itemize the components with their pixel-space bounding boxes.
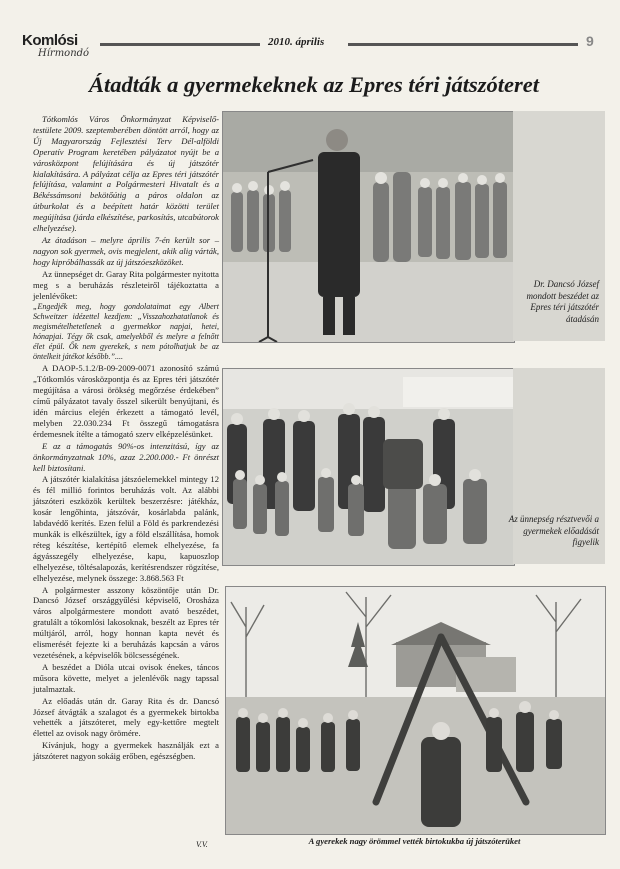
photo-speaker [222, 111, 515, 343]
paragraph: A DAOP-5.1.2/B-09-2009-0071 azonosító számú „Tótkomlós városközpontja és az Epres téri játszótér megújítása a városi örökség megőrzése érdekében” című pályázatot tavaly ősszel sikerült benyújtani, és idén március elején érkezett a támogató levél, melyben 22.030.234 Ft összegű támogatásra érdemesnek ítélte a támogató szerv elképzelésünket. [33, 363, 219, 439]
paragraph: A beszédet a Dióla utcai ovisok énekes, táncos műsora követte, melyet a jelenlévők nagy tapssal jutalmaztak. [33, 661, 219, 694]
photo-audience [222, 368, 515, 566]
article-body [33, 114, 219, 763]
author-signature: V.V. [196, 840, 208, 849]
article-headline: Átadták a gyermekeknek az Epres téri játszóteret [89, 72, 539, 97]
logo-sub: Hírmondó [38, 48, 90, 59]
paragraph: Az átadáson – melyre április 7-én került sor – nagyon sok gyermek, ovis megjelent, akik alig várták, hogy kipróbálhassák az új játszóeszközöket. [33, 234, 219, 267]
photo-caption-1: Dr. Dancsó József mondott beszédet az Epres téri játszótér átadásán [526, 279, 599, 324]
quote-paragraph: „Engedjék meg, hogy gondolataimat egy Albert Schweitzer idézettel kezdjem: „Visszahozhatatlanok és megismételhetetlenek a gyermekkor napjai, hetei, hónapjai. Tégy ők csak, amelyekből és melyre a felnőtt élet épül. Ők nem gyerekek, s nem pótolhatjuk be az öntelkeit játékot később.”.... [33, 302, 219, 362]
caption-box-1 [513, 111, 605, 341]
paragraph: A polgármester asszony köszöntője után Dr. Dancsó József országgyűlési képviselő, Orosháza város alpolgármestere mondott avató beszédet, gratulált a tókomlósi lakosoknak, beszélt az Epres tér múltjáról, arról, hogy honnan kapta nevét és elismerését fejezte ki a beruházás kapcsán a város vezetésének, a képviselők bölcsességének. [33, 584, 219, 660]
paragraph: Kívánjuk, hogy a gyermekek használják ezt a játszóteret nagyon sokáig erőben, egészségben. [33, 740, 219, 762]
header-rule-right [348, 43, 578, 46]
paragraph: Tótkomlós Város Önkormányzat Képviselő-testülete 2009. szeptemberében döntött arról, hogy az Új Magyarország Fejlesztési Terv Dél-alföldi Operatív Program keretében pályázatot nyújt be a városközpont felújítására és új játszótér kialakítására. A pályázat célja az Epres téri játszótér felújítása, valamint a Polgármesteri Hivatalt és a Békéssámsoni bekötőútig a páros oldalon az útburkolat és a beépített határ közötti terület megújítása (járda elkészítése, parkosítás, utcabútorok elhelyezése). [33, 114, 219, 234]
header-rule-left [100, 43, 260, 46]
photo-caption-2: Az ünnepség résztvevői a gyermekek előadását figyelik [508, 514, 599, 547]
page-number: 9 [586, 33, 594, 49]
paragraph: Az előadás után dr. Garay Rita és dr. Dancsó József átvágták a szalagot és a gyermekek birtokba vehették a játszóteret, mely egy-kettőre megtelt élettel az ovisok nagy örömére. [33, 695, 219, 739]
paragraph: A játszótér kialakítása játszóelemekkel mintegy 12 és fél millió forintos beruházás volt. Az alábbi játszóteri eszközök kerültek beszerzésre: játékház, kosár lengőhinta, játszóvár, kosárlabda palánk, labdavédő kerítés. Ezen felül a Föld és parkrendezési munkák is elkészültek, így a föld elszállítása, homok réteg készítése, kertépítő elemek elhelyezése, fa ágyásszegély elhelyezése, kapu, kapuoszlop elhelyezése, töltésalapozás, kerítésrendszer rögzítése, elhelyezése, melynek összege: 3.868.563 Ft [33, 474, 219, 583]
masthead-logo [22, 26, 92, 62]
issue-date: 2010. április [268, 36, 325, 48]
paragraph: Az ünnepséget dr. Garay Rita polgármester nyitotta meg s a beruházás részleteiről tájékoztatta a jelenlévőket: [33, 268, 219, 301]
paragraph: E az a támogatás 90%-os intenzitású, így az önkormányzatnak 10%, azaz 2.200.000.- Ft önrészt kell biztosítani. [33, 440, 219, 473]
photo-playground [225, 586, 606, 835]
logo-main: Komlósi [22, 32, 78, 49]
photo-caption-3: A gyerekek nagy örömmel vették birtokukba új játszóterüket [308, 836, 521, 846]
caption-box-2 [508, 368, 605, 564]
